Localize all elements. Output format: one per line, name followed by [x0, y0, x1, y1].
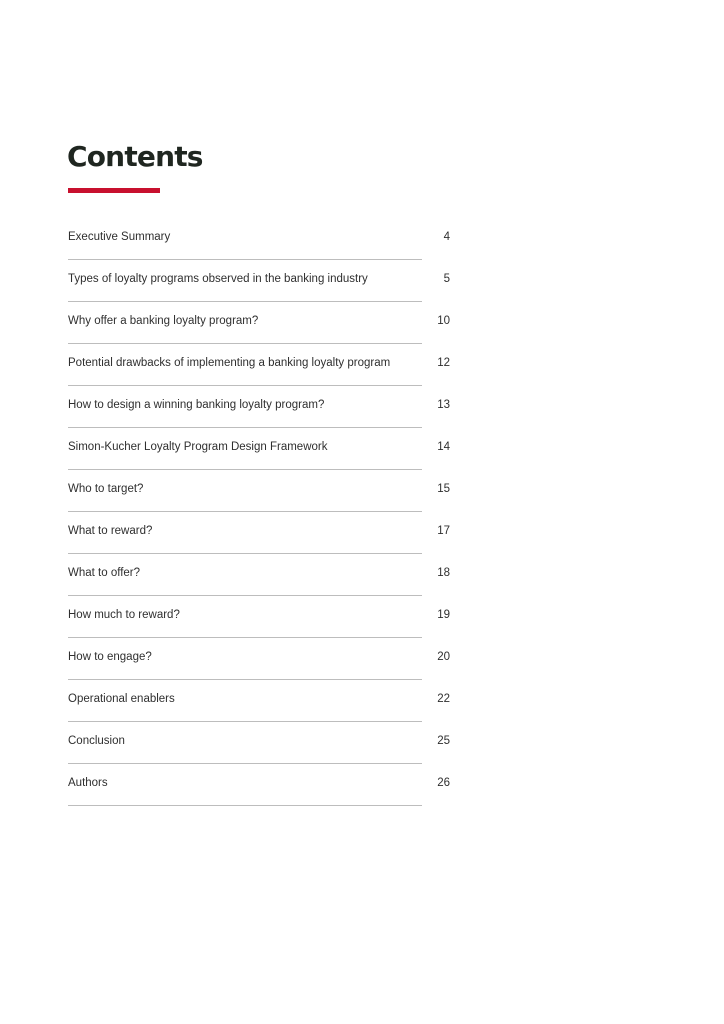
toc-entry-title: What to offer?	[68, 567, 141, 579]
toc-entry[interactable]	[68, 638, 450, 680]
toc-entry-page-number: 10	[437, 315, 450, 327]
toc-entry-page-number: 18	[437, 567, 450, 579]
toc-entry-title: Types of loyalty programs observed in the banking industry	[68, 273, 368, 285]
title-accent-bar	[68, 188, 160, 193]
toc-entry-title: Simon-Kucher Loyalty Program Design Framework	[68, 441, 328, 453]
toc-entry-page-number: 26	[437, 777, 450, 789]
toc-entry[interactable]	[68, 302, 450, 344]
toc-entry-title: Conclusion	[68, 735, 125, 747]
toc-entry[interactable]	[68, 764, 450, 806]
toc-entry-page-number: 13	[437, 399, 450, 411]
toc-entry-page-number: 5	[443, 273, 450, 285]
toc-entry-page-number: 15	[437, 483, 450, 495]
toc-entry-title: How to engage?	[68, 651, 152, 663]
toc-entry[interactable]	[68, 596, 450, 638]
toc-entry[interactable]	[68, 344, 450, 386]
toc-entry[interactable]	[68, 260, 450, 302]
toc-entry-title: Why offer a banking loyalty program?	[68, 315, 259, 327]
toc-entry[interactable]	[68, 470, 450, 512]
toc-entry-page-number: 17	[437, 525, 450, 537]
toc-entry[interactable]	[68, 722, 450, 764]
toc-entry-page-number: 4	[443, 231, 450, 243]
toc-entry[interactable]	[68, 218, 450, 260]
toc-entry[interactable]	[68, 554, 450, 596]
toc-entry[interactable]	[68, 386, 450, 428]
toc-entry[interactable]	[68, 512, 450, 554]
toc-entry[interactable]	[68, 428, 450, 470]
toc-entry-title: What to reward?	[68, 525, 153, 537]
toc-entry-title: Operational enablers	[68, 693, 175, 705]
toc-entry-page-number: 14	[437, 441, 450, 453]
toc-entry-page-number: 12	[437, 357, 450, 369]
toc-entry-title: How to design a winning banking loyalty program?	[68, 399, 325, 411]
toc-entry-page-number: 25	[437, 735, 450, 747]
toc-entry-page-number: 19	[437, 609, 450, 621]
toc-entry-page-number: 22	[437, 693, 450, 705]
toc-divider	[68, 805, 422, 806]
toc-entry-title: Executive Summary	[68, 231, 171, 243]
toc-entry[interactable]	[68, 680, 450, 722]
toc-entry-page-number: 20	[437, 651, 450, 663]
toc-entry-title: Authors	[68, 777, 108, 789]
page-title: Contents	[67, 140, 203, 173]
toc-entry-title: Potential drawbacks of implementing a banking loyalty program	[68, 357, 391, 369]
toc-entry-title: Who to target?	[68, 483, 144, 495]
toc-entry-title: How much to reward?	[68, 609, 180, 621]
table-of-contents	[68, 218, 450, 806]
